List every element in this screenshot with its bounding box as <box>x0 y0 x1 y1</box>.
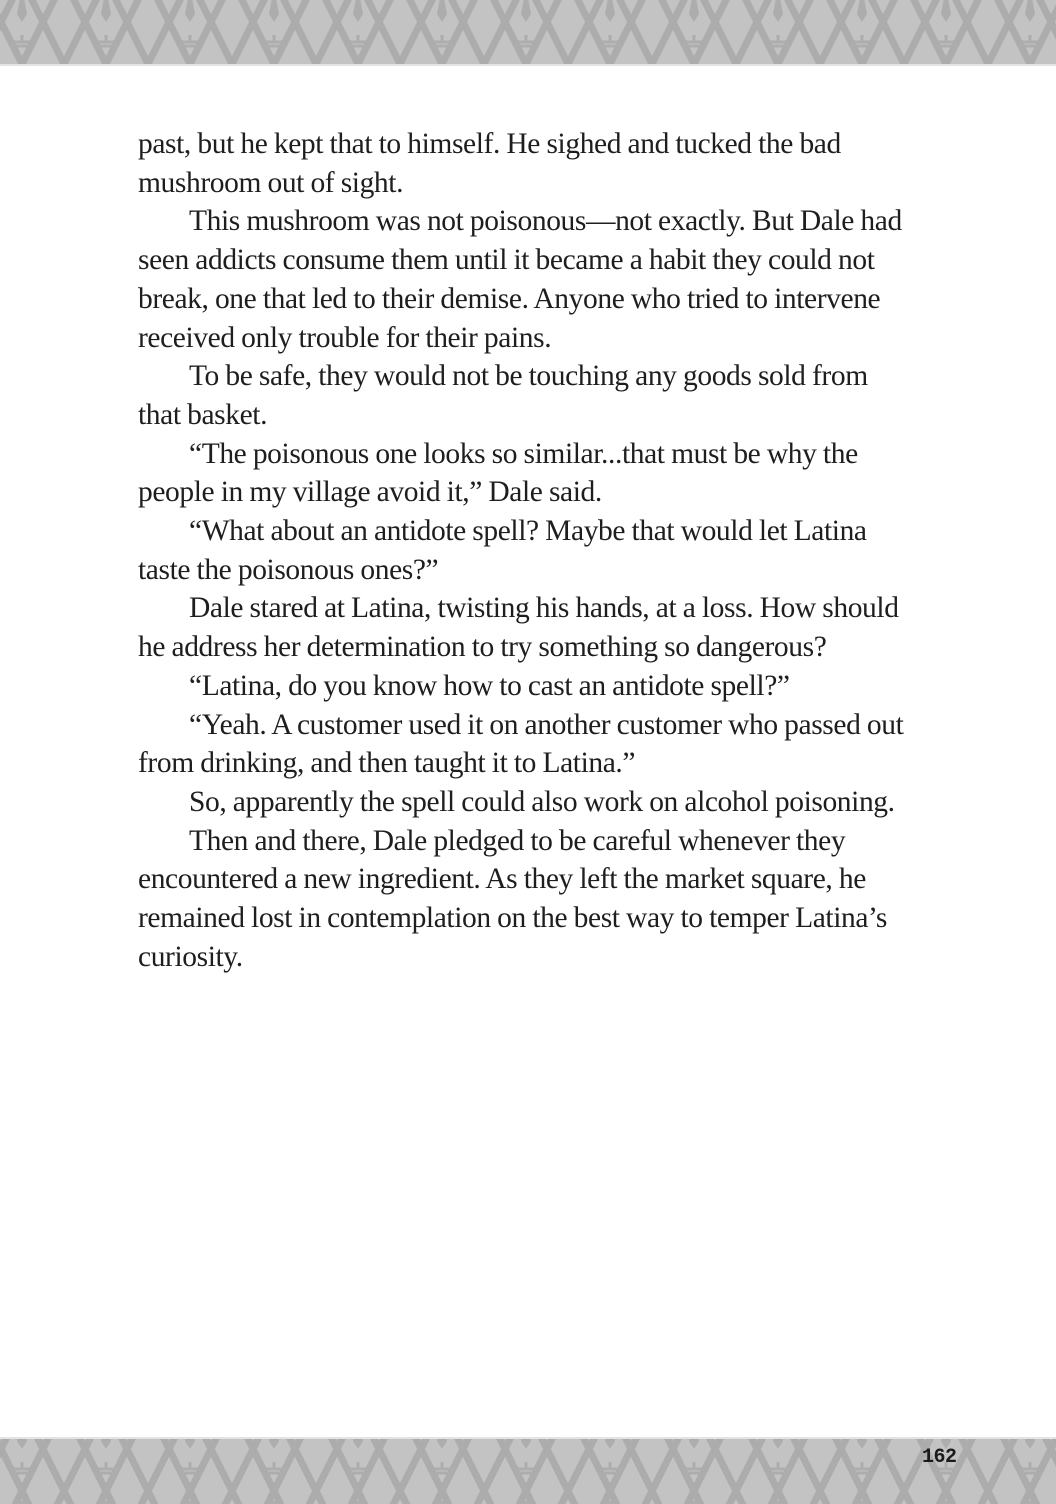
fleur-de-lis-lattice-icon <box>0 0 1056 66</box>
paragraph <box>138 512 968 589</box>
text-line: seen addicts consume them until it became a habit they could not <box>138 244 875 277</box>
fleur-de-lis-lattice-icon <box>0 1437 1056 1504</box>
text-line: This mushroom was not poisonous—not exactly. But Dale had <box>189 205 902 238</box>
text-line: mushroom out of sight. <box>138 166 404 199</box>
text-line: “Latina, do you know how to cast an antidote spell?” <box>189 669 790 702</box>
text-line: break, one that led to their demise. Anyone who tried to intervene <box>138 282 881 315</box>
text-line: Then and there, Dale pledged to be careful whenever they <box>189 824 846 857</box>
page-text <box>138 125 968 976</box>
text-line: “Yeah. A customer used it on another customer who passed out <box>189 708 904 741</box>
text-line: “What about an antidote spell? Maybe that would let Latina <box>189 515 867 548</box>
text-line: taste the poisonous ones?” <box>138 553 439 586</box>
paragraph <box>138 589 968 666</box>
text-line: “The poisonous one looks so similar...that must be why the <box>189 437 858 470</box>
text-line: he address her determination to try something so dangerous? <box>138 631 827 664</box>
paragraph <box>138 202 968 357</box>
paragraph <box>138 783 968 822</box>
text-line: To be safe, they would not be touching any goods sold from <box>189 360 868 393</box>
footer-band-edge <box>0 1437 1056 1439</box>
paragraph <box>138 125 968 202</box>
text-line: encountered a new ingredient. As they left the market square, he <box>138 863 866 896</box>
header-decorative-band <box>0 0 1056 66</box>
text-line: curiosity. <box>138 940 243 973</box>
paragraph <box>138 822 968 977</box>
text-line: Dale stared at Latina, twisting his hands, at a loss. How should <box>189 592 899 625</box>
text-line: people in my village avoid it,” Dale said. <box>138 476 602 509</box>
text-line: from drinking, and then taught it to Latina.” <box>138 747 636 780</box>
paragraph <box>138 706 968 783</box>
text-line: remained lost in contemplation on the best way to temper Latina’s <box>138 902 887 935</box>
text-line: So, apparently the spell could also work on alcohol poisoning. <box>189 785 895 818</box>
text-line: that basket. <box>138 398 268 431</box>
text-line: received only trouble for their pains. <box>138 321 552 354</box>
text-line: past, but he kept that to himself. He sighed and tucked the bad <box>138 128 841 160</box>
paragraph <box>138 435 968 512</box>
page-number: 162 <box>922 1446 957 1469</box>
header-band-edge <box>0 64 1056 66</box>
paragraph <box>138 667 968 706</box>
paragraph <box>138 357 968 434</box>
footer-decorative-band <box>0 1437 1056 1504</box>
